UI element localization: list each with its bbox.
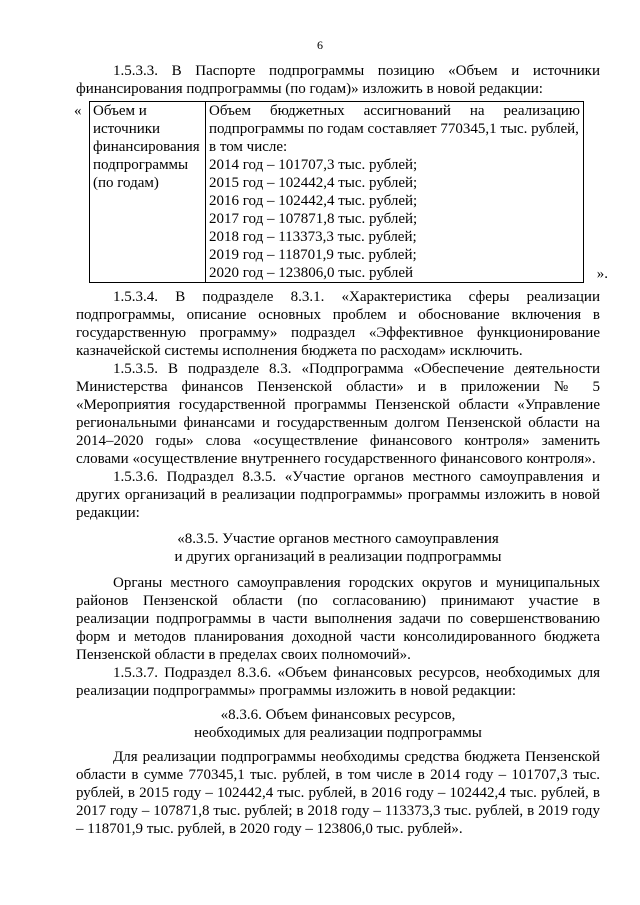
- heading-line: и других организаций в реализации подпрограммы: [174, 549, 502, 565]
- heading-line: необходимых для реализации подпрограммы: [194, 725, 482, 741]
- value-line: в том числе:: [209, 139, 288, 155]
- heading-line: «8.3.5. Участие органов местного самоуправления: [177, 531, 499, 547]
- section-heading-8-3-6: [76, 706, 600, 742]
- table-cell-value: [206, 102, 584, 283]
- document-body: [74, 62, 608, 838]
- label-line: (по годам): [93, 175, 159, 191]
- paragraph-1-5-3-4: 1.5.3.4. В подразделе 8.3.1. «Характеристика сферы реализации подпрограммы, описание основных проблем и обоснование включения в государственную программу» подраздел «Эффективное функционирование казначейской системы исполнения бюджета по расходам» исключить.: [76, 289, 600, 359]
- passport-table: [89, 101, 584, 283]
- opening-quote: «: [74, 103, 82, 119]
- value-line: 2017 год – 107871,8 тыс. рублей;: [209, 211, 418, 227]
- paragraph-1-5-3-5: 1.5.3.5. В подразделе 8.3. «Подпрограмма «Обеспечение деятельности Министерства финансов Пензенской области» и в приложении № 5 «Мероприятия государственной программы Пензенской области «Управление региональными финансами и государственным долгом Пензенской области на 2014–2020 годы» слова «осуществление финансового контроля» заменить словами «осуществление внутреннего государственного финансового контроля».: [76, 361, 600, 467]
- paragraph-1-5-3-7: 1.5.3.7. Подраздел 8.3.6. «Объем финансовых ресурсов, необходимых для реализации подпрограммы» программы изложить в новой редакции:: [76, 665, 600, 699]
- label-line: источники: [93, 121, 161, 137]
- passport-table-block: [74, 101, 608, 283]
- label-line: финансирования: [93, 139, 200, 155]
- closing-quote: ».: [596, 266, 608, 282]
- paragraph-1-5-3-6: 1.5.3.6. Подраздел 8.3.5. «Участие органов местного самоуправления и других организаций в реализации подпрограммы» программы изложить в новой редакции:: [76, 469, 600, 521]
- heading-line: «8.3.6. Объем финансовых ресурсов,: [220, 707, 456, 723]
- table-row: [90, 102, 584, 283]
- value-line: 2014 год – 101707,3 тыс. рублей;: [209, 157, 418, 173]
- label-line: Объем и: [93, 103, 147, 119]
- paragraph-1-5-3-3: 1.5.3.3. В Паспорте подпрограммы позицию «Объем и источники финансирования подпрограммы (по годам)» изложить в новой редакции:: [76, 63, 600, 97]
- value-line: 2016 год – 102442,4 тыс. рублей;: [209, 193, 418, 209]
- section-heading-8-3-5: [76, 530, 600, 566]
- value-line: 2018 год – 113373,3 тыс. рублей;: [209, 229, 417, 245]
- value-line: 2019 год – 118701,9 тыс. рублей;: [209, 247, 417, 263]
- paragraph-funding-amount: Для реализации подпрограммы необходимы средства бюджета Пензенской области в сумме 770345,1 тыс. рублей, в том числе в 2014 году – 101707,3 тыс. рублей, в 2015 году – 102442,4 тыс. рублей, в 2016 году – 102442,4 тыс. рублей, в 2017 году – 107871,8 тыс. рублей; в 2018 году – 113373,3 тыс. рублей, в 2019 году – 118701,9 тыс. рублей, в 2020 году – 123806,0 тыс. рублей».: [76, 749, 600, 837]
- value-line: 2020 год – 123806,0 тыс. рублей: [209, 265, 414, 281]
- page-number: 6: [317, 38, 323, 52]
- value-line: 2015 год – 102442,4 тыс. рублей;: [209, 175, 418, 191]
- value-line: подпрограммы по годам составляет 770345,1 тыс. рублей,: [209, 121, 579, 137]
- table-cell-label: [90, 102, 206, 283]
- paragraph-local-government: Органы местного самоуправления городских округов и муниципальных районов Пензенской области (по согласованию) принимают участие в реализации подпрограммы в части выполнения задачи по совершенствованию форм и методов планирования доходной части консолидированного бюджета Пензенской области в пределах своих полномочий».: [76, 575, 600, 663]
- value-line: Объем бюджетных ассигнований на реализацию: [209, 103, 580, 119]
- label-line: подпрограммы: [93, 157, 189, 173]
